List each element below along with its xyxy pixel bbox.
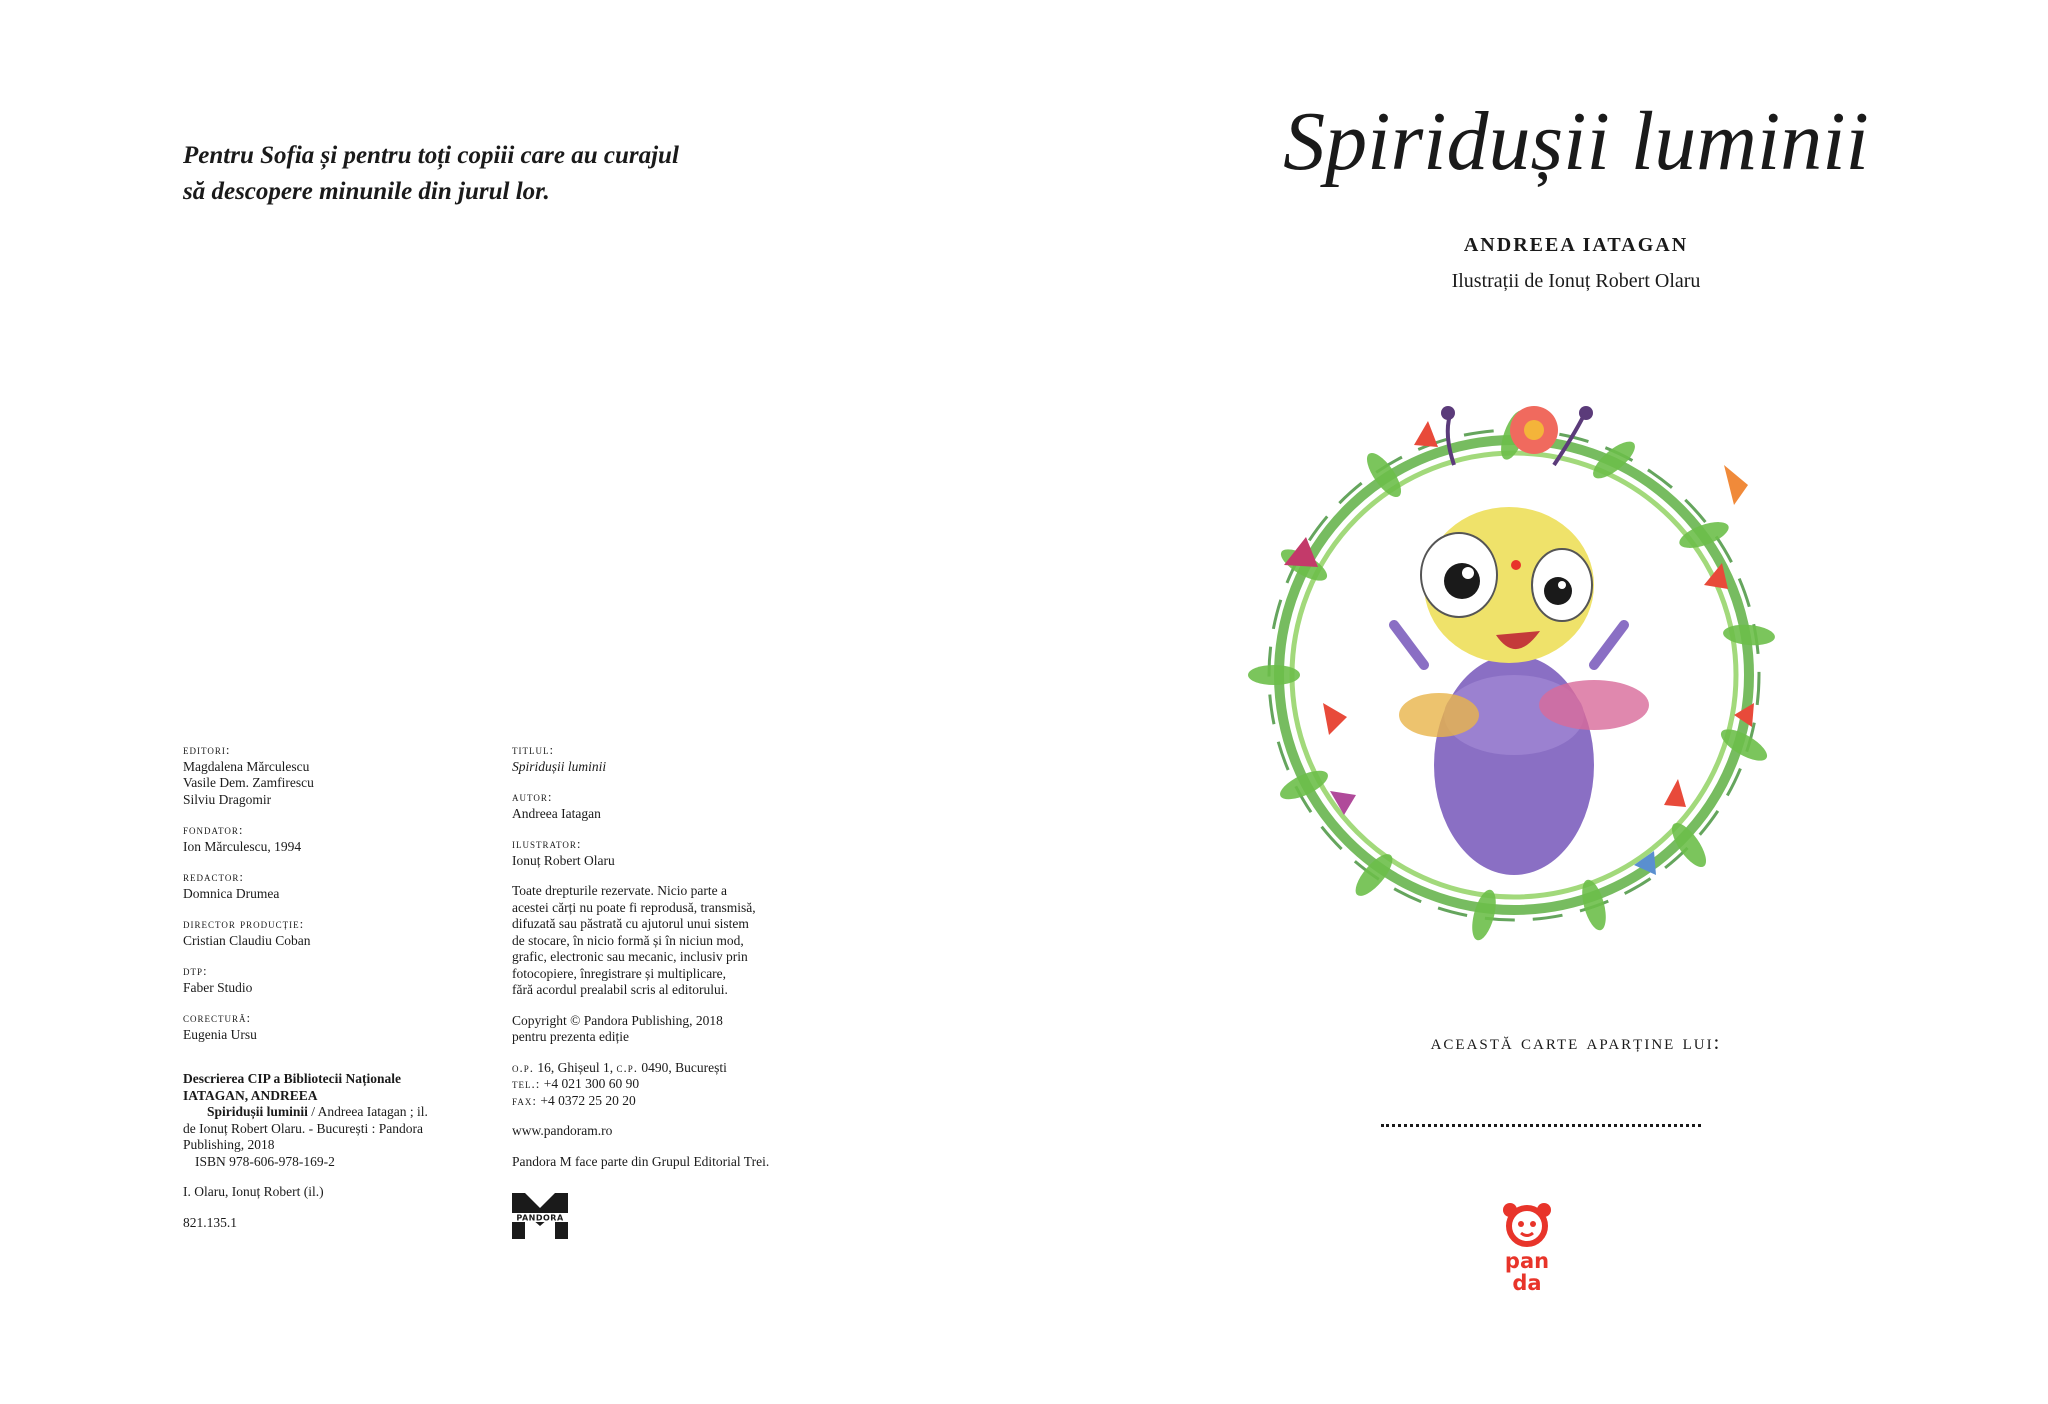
credit-name: Silviu Dragomir: [183, 791, 272, 807]
credit-value: Andreea Iatagan: [512, 805, 601, 821]
dedication: [183, 138, 803, 210]
credit-label: director producție:: [183, 916, 305, 931]
rights-line: acestei cărți nu poate fi reprodusă, transmisă,: [512, 899, 756, 915]
credit-editori: [183, 742, 483, 808]
rights-line: fotocopiere, înregistrare și multiplicare,: [512, 965, 727, 981]
op-label: o.p.: [512, 1059, 535, 1075]
credit-name: Domnica Drumea: [183, 885, 280, 901]
credit-label: dtp:: [183, 963, 208, 978]
credit-name: Vasile Dem. Zamfirescu: [183, 775, 314, 790]
group-notice: [512, 1154, 832, 1171]
website-url: www.pandoram.ro: [512, 1123, 613, 1138]
group-line: Pandora M face parte din Grupul Editorial Trei.: [512, 1153, 770, 1169]
rights-line: Toate drepturile rezervate. Nicio parte a: [512, 883, 727, 898]
credit-name: Cristian Claudiu Coban: [183, 932, 311, 948]
credit-autor: [512, 789, 832, 822]
right-page: [1024, 0, 2048, 1404]
cip-heading: Descrierea CIP a Bibliotecii Naționale: [183, 1071, 401, 1086]
credit-label: fondator:: [183, 822, 244, 837]
cip-title-rest: / Andreea Iatagan ; il.: [307, 1104, 428, 1119]
fax-label: fax:: [512, 1092, 537, 1108]
cp-value: 0490, București: [638, 1059, 727, 1075]
fax-value: +4 0372 25 20 20: [536, 1092, 636, 1108]
copyright-line: Copyright © Pandora Publishing, 2018: [512, 1012, 723, 1028]
credit-value: Spiridușii luminii: [512, 758, 607, 774]
fax-line: [512, 1093, 832, 1110]
credit-ilustrator: [512, 836, 832, 869]
panda-publisher-logo: [1492, 1200, 1562, 1300]
website: [512, 1123, 832, 1140]
cip-author: IATAGAN, ANDREEA: [183, 1087, 318, 1103]
book-title: Spiridușii luminii: [1283, 95, 1869, 188]
phone-line: [512, 1076, 832, 1093]
credit-dtp: [183, 963, 483, 996]
credit-label: corectură:: [183, 1010, 252, 1025]
cp-label: c.p.: [616, 1059, 639, 1075]
cip-description: [183, 1071, 483, 1170]
author-name: ANDREEA IATAGAN: [1463, 234, 1689, 256]
cip-isbn: ISBN 978-606-978-169-2: [195, 1153, 335, 1169]
op-value: 16, Ghișeul 1,: [534, 1059, 617, 1075]
pandora-logo-text: PANDORA: [516, 1213, 564, 1223]
tel-value: +4 021 300 60 90: [540, 1076, 640, 1091]
copyright-line: pentru prezenta ediție: [512, 1029, 629, 1044]
publisher-address: [512, 1060, 832, 1110]
illustrator-credit: Ilustrații de Ionuț Robert Olaru: [1451, 270, 1701, 292]
owner-name-line: [1381, 1120, 1701, 1127]
address-line: [512, 1060, 832, 1077]
rights-line: de stocare, în nicio formă și în niciun mod,: [512, 932, 744, 948]
credit-titlul: [512, 742, 832, 775]
ownership-label: această carte aparține lui:: [1430, 1030, 1722, 1054]
copyright-notice: [512, 1013, 832, 1046]
cip-title: Spiridușii luminii: [207, 1104, 308, 1119]
cip-line: Publishing, 2018: [183, 1137, 275, 1152]
rights-line: difuzată sau păstrată cu ajutorul unui sistem: [512, 916, 749, 931]
pandora-m-logo: [512, 1193, 568, 1239]
credit-label: autor:: [512, 789, 553, 804]
dedication-line: Pentru Sofia și pentru toți copiii care au curajul: [183, 142, 679, 169]
cip-classification: [183, 1215, 483, 1232]
dedication-line: să descopere minunile din jurul lor.: [183, 178, 550, 205]
credit-director: [183, 916, 483, 949]
rights-line: grafic, electronic sau mecanic, inclusiv prin: [512, 949, 748, 964]
credit-value: Ionuț Robert Olaru: [512, 852, 615, 868]
credit-label: titlul:: [512, 742, 555, 757]
credit-corectura: [183, 1010, 483, 1043]
cip-title-line: [183, 1104, 483, 1121]
credits-column-right: [512, 742, 832, 1184]
rights-notice: [512, 883, 832, 999]
tel-label: tel.:: [512, 1076, 541, 1091]
cip-illustrator: [183, 1184, 483, 1201]
cip-illustrator-line: I. Olaru, Ionuț Robert (il.): [183, 1184, 324, 1199]
credit-redactor: [183, 869, 483, 902]
panda-icon: [1492, 1200, 1562, 1248]
classification-number: 821.135.1: [183, 1214, 237, 1230]
cip-line: de Ionuț Robert Olaru. - București : Pandora: [183, 1120, 423, 1136]
flower-wreath-illustration: [1234, 385, 1794, 955]
credit-label: editori:: [183, 742, 231, 757]
credit-label: ilustrator:: [512, 836, 582, 851]
credit-name: Magdalena Mărculescu: [183, 758, 310, 774]
credit-label: redactor:: [183, 869, 244, 884]
credit-name: Eugenia Ursu: [183, 1026, 257, 1042]
rights-line: fără acordul prealabil scris al editorului.: [512, 982, 728, 997]
credit-name: Ion Mărculescu, 1994: [183, 838, 302, 854]
credit-name: Faber Studio: [183, 979, 253, 995]
panda-wordmark-line: pan: [1504, 1249, 1550, 1273]
credits-column-left: [183, 742, 483, 1245]
credit-fondator: [183, 822, 483, 855]
panda-wordmark: [1492, 1250, 1562, 1294]
panda-wordmark-line: da: [1512, 1271, 1542, 1295]
